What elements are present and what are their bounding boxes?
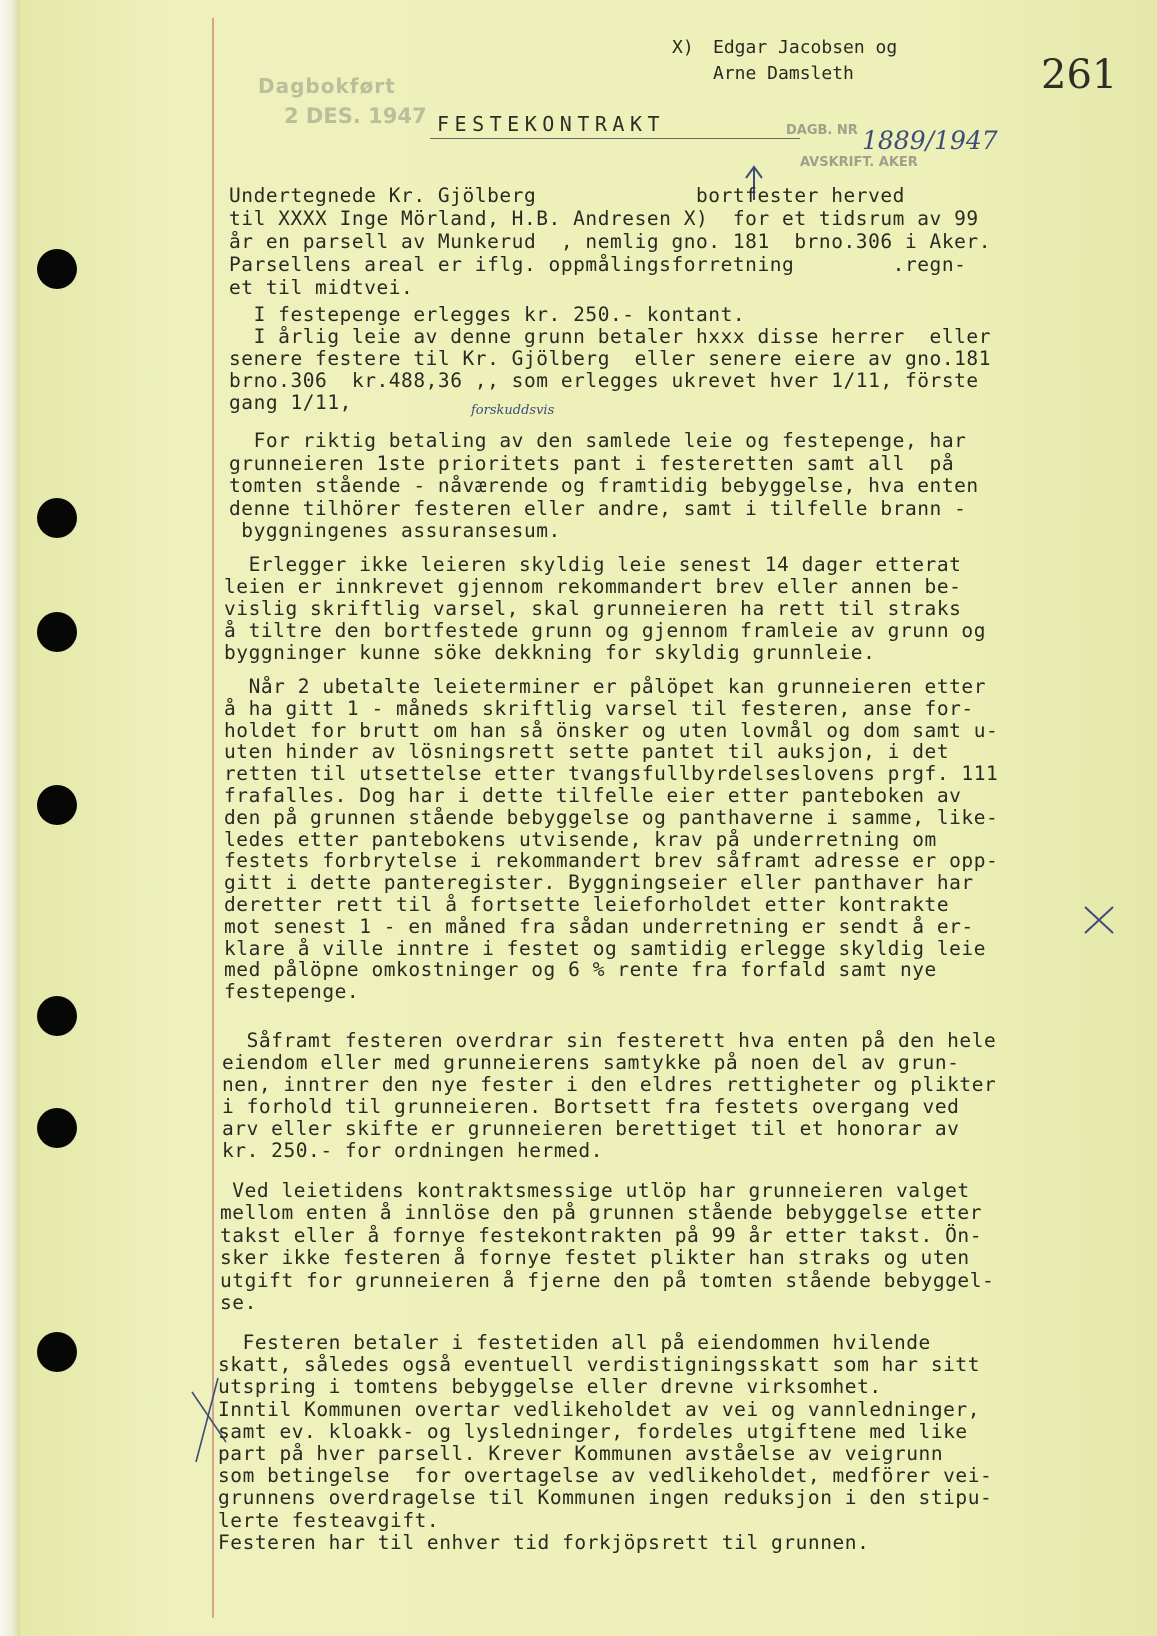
contract-line: senere festere til Kr. Gjölberg eller senere eiere av gno.181 xyxy=(229,347,991,370)
page-number: 261 xyxy=(1041,52,1118,98)
handwritten-note: forskuddsvis xyxy=(471,403,555,418)
contract-line: leien er innkrevet gjennom rekommandert brev eller annen be- xyxy=(224,575,962,598)
contract-line: ledes etter pantebokens utvisende, krav på underretning om xyxy=(224,827,937,851)
punch-hole xyxy=(37,249,77,289)
punch-hole xyxy=(37,1332,77,1372)
contract-line: Inntil Kommunen overtar vedlikeholdet av vei og vannledninger, xyxy=(218,1397,980,1421)
punch-hole xyxy=(37,1108,77,1148)
contract-line: uten hinder av lösningsrett sette pantet til auksjon, i det xyxy=(224,740,950,764)
contract-line: For riktig betaling av den samlede leie og festepenge, har xyxy=(229,429,967,452)
contract-line: denne tilhörer festeren eller andre, samt i tilfelle brann - xyxy=(229,496,967,520)
contract-line: deretter rett til å fortsette leieforholdet etter kontrakte xyxy=(224,893,950,916)
contract-line: Erlegger ikke leieren skyldig leie senest 14 dager etterat xyxy=(224,553,962,576)
contract-line: grunnens overdragelse til Kommunen ingen reduksjon i den stipu- xyxy=(218,1486,993,1510)
contract-line: Undertegnede Kr. Gjölberg bortfester herved xyxy=(229,184,905,207)
handwritten-registration-number: 1889/1947 xyxy=(862,126,998,155)
contract-line: utgift for grunneieren å fjerne den på tomten stående bebyggel- xyxy=(220,1268,995,1292)
contract-line: gang 1/11, xyxy=(229,391,352,414)
contract-line: byggningenes assuransesum. xyxy=(229,519,561,542)
contract-line: grunneieren 1ste prioritets pant i festeretten samt all på xyxy=(229,451,955,475)
contract-line: mot senest 1 - en måned fra sådan underretning er sendt å er- xyxy=(224,914,974,938)
title-underline xyxy=(430,138,800,139)
contract-line: lerte festeavgift. xyxy=(218,1508,440,1532)
contract-line: retten til utsettelse etter tvangsfullbyrdelseslovens prgf. 111 xyxy=(224,762,999,786)
contract-line: tomten stående - nåværende og framtidig bebyggelse, hva enten xyxy=(229,474,979,497)
parties-mark: X) xyxy=(672,37,694,58)
contract-line: Såframt festeren overdrar sin festerett hva enten på den hele xyxy=(222,1029,997,1052)
contract-line: Parsellens areal er iflg. oppmålingsforretning .regn- xyxy=(229,253,967,276)
contract-line: vislig skriftlig varsel, skal grunneieren ha rett til straks xyxy=(224,597,962,620)
contract-line: å tiltre den bortfestede grunn og gjennom framleie av grunn og xyxy=(224,619,986,642)
contract-line: kr. 250.- for ordningen hermed. xyxy=(222,1139,603,1162)
contract-line: I årlig leie av denne grunn betaler hxxx disse herrer eller xyxy=(229,325,991,348)
contract-line: festets forbrytelse i rekommandert brev såframt adresse er opp- xyxy=(224,849,999,873)
document-title: FESTEKONTRAKT xyxy=(437,112,666,136)
contract-line: samt ev. kloakk- og lysledninger, fordeles utgiftene med like xyxy=(218,1419,968,1443)
contract-line: sker ikke festeren å fornye festet plikter han straks og uten xyxy=(220,1246,970,1270)
stamp-dagbokfort-label: Dagbokført xyxy=(258,74,396,98)
contract-line: i forhold til grunneieren. Bortsett fra festets overgang ved xyxy=(222,1095,960,1118)
contract-line: I festepenge erlegges kr. 250.- kontant. xyxy=(229,303,746,326)
contract-line: år en parsell av Munkerud , nemlig gno. 181 brno.306 i Aker. xyxy=(229,230,991,253)
contract-line: frafalles. Dog har i dette tilfelle eier etter panteboken av xyxy=(224,784,962,807)
parties-line-1: Edgar Jacobsen og xyxy=(713,37,898,58)
contract-line: Ved leietidens kontraktsmessige utlöp har grunneieren valget xyxy=(220,1179,970,1202)
contract-line: eiendom eller med grunneierens samtykke på noen del av grun- xyxy=(222,1051,960,1074)
parties-line-2: Arne Damsleth xyxy=(713,63,854,84)
stamp-avskrift-label: AVSKRIFT. AKER xyxy=(800,155,918,170)
contract-line: Festeren har til enhver tid forkjöpsrett til grunnen. xyxy=(218,1530,870,1554)
contract-line: festepenge. xyxy=(224,980,360,1004)
contract-line: mellom enten å innlöse den på grunnen stående bebyggelse etter xyxy=(220,1201,982,1225)
punch-hole xyxy=(37,498,77,538)
stamp-dagbokfort-date: 2 DES. 1947 xyxy=(284,104,427,128)
contract-line: takst eller å fornye festekontrakten på 99 år etter takst. Ön- xyxy=(220,1223,982,1247)
contract-line: utspring i tomtens bebyggelse eller drevne virksomhet. xyxy=(218,1375,882,1399)
contract-line: klare å ville inntre i festet og samtidig erlegge skyldig leie xyxy=(224,936,986,960)
contract-line: skatt, således også eventuell verdistigningsskatt som har sitt xyxy=(218,1353,980,1377)
cross-mark-icon xyxy=(1082,904,1116,936)
contract-line: byggninger kunne söke dekkning for skyldig grunnleie. xyxy=(224,641,876,664)
contract-line: holdet for brutt om han så önsker og uten lovmål og dom samt u- xyxy=(224,718,999,742)
contract-line: brno.306 kr.488,36 ,, som erlegges ukrevet hver 1/11, förste xyxy=(229,369,979,392)
contract-line: arv eller skifte er grunneieren berettiget til et honorar av xyxy=(222,1117,960,1140)
contract-line: se. xyxy=(220,1291,257,1314)
contract-line: part på hver parsell. Krever Kommunen avståelse av veigrunn xyxy=(218,1442,944,1465)
stamp-dagb-label: DAGB. NR xyxy=(786,123,858,138)
contract-line: å ha gitt 1 - måneds skriftlig varsel til festeren, anse for- xyxy=(224,696,974,720)
punch-hole xyxy=(37,996,77,1036)
contract-line: et til midtvei. xyxy=(229,276,414,299)
contract-line: med pålöpne omkostninger og 6 % rente fra forfald samt nye xyxy=(224,958,937,982)
contract-line: til XXXX Inge Mörland, H.B. Andresen X) for et tidsrum av 99 xyxy=(229,207,979,230)
contract-line: som betingelse for overtagelse av vedlikeholdet, medförer vei- xyxy=(218,1464,993,1488)
contract-line: gitt i dette panteregister. Byggningseier eller panthaver har xyxy=(224,871,974,895)
punch-hole xyxy=(37,785,77,825)
contract-line: Når 2 ubetalte leieterminer er pålöpet kan grunneieren etter xyxy=(224,675,986,698)
page-left-edge xyxy=(0,0,20,1636)
punch-hole xyxy=(37,612,77,652)
contract-line: den på grunnen stående bebyggelse og panthaverne i samme, like- xyxy=(224,805,999,829)
contract-line: Festeren betaler i festetiden all på eiendommen hvilende xyxy=(218,1331,931,1354)
contract-line: nen, inntrer den nye fester i den eldres rettigheter og plikter xyxy=(222,1073,997,1096)
